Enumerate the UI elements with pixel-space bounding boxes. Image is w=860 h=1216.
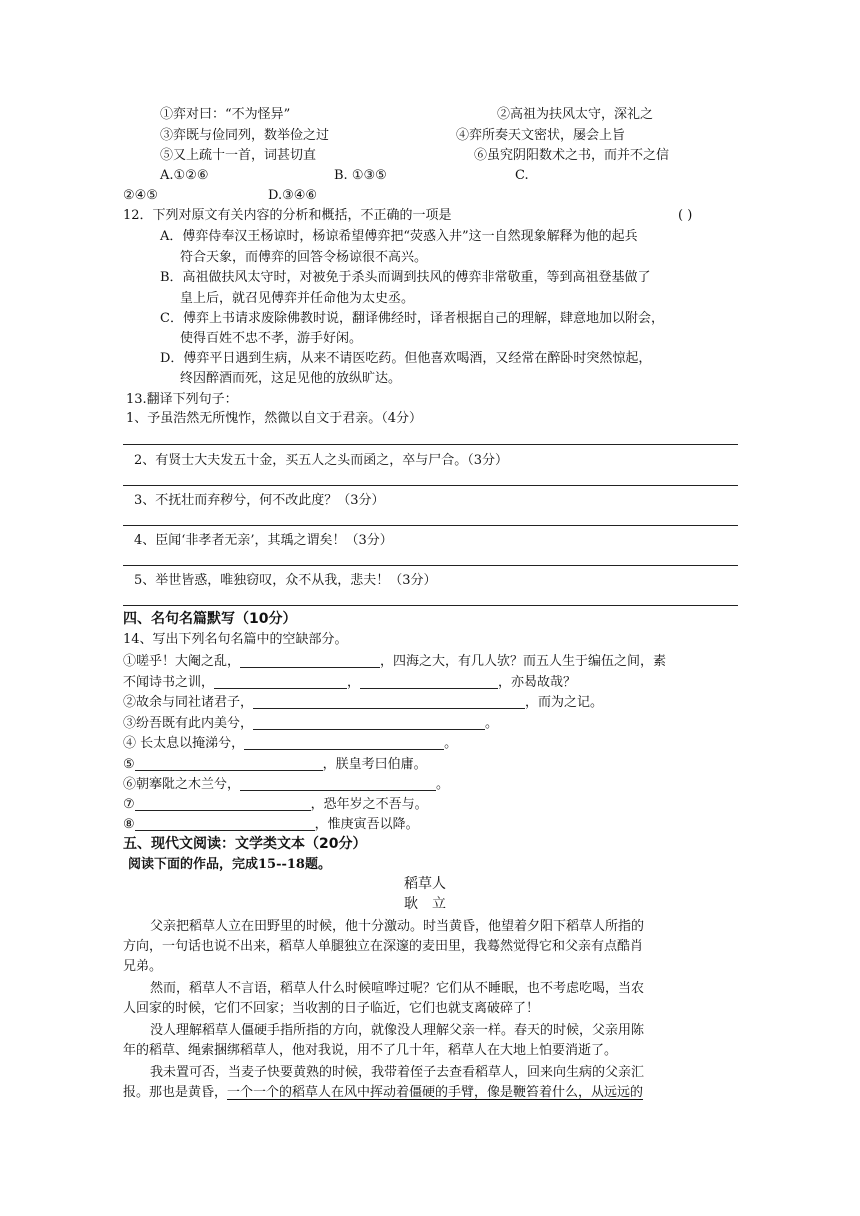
article-p3-line1: 没人理解稻草人僵硬手指所指的方向，就像没人理解父亲一样。春天的时候，父亲用陈	[150, 1023, 645, 1038]
q12-option-a-line2: 符合天象，而傅弈的回答令杨谅很不高兴。	[180, 250, 428, 265]
blank-field[interactable]	[240, 776, 436, 791]
recite-text: 。	[485, 716, 499, 731]
recite-line-4	[123, 714, 498, 733]
recite-text: 不闻诗书之训，	[123, 675, 215, 690]
recite-text: ，朕皇考曰伯庸。	[322, 757, 427, 772]
article-p2-line1: 然而，稻草人不言语，稻草人什么时候喧哗过呢？它们从不睡眠，也不考虑吃喝，当农	[150, 981, 645, 996]
blank-field[interactable]	[135, 816, 315, 831]
q13-title: 13.翻译下列句子：	[126, 392, 238, 407]
q12-stem: 12．下列对原文有关内容的分析和概括，不正确的一项是	[123, 208, 452, 223]
article-p4-line1: 我未置可否，当麦子快要黄熟的时候，我带着侄子去查看稻草人，回来向生病的父亲汇	[150, 1065, 645, 1080]
q11-choice-c: C.	[515, 168, 529, 183]
q12-option-d-line2: 终因醉酒而死，这足见他的放纵旷达。	[180, 371, 402, 386]
article-p1-line3: 兄弟。	[123, 959, 163, 974]
q14-stem: 14、写出下列名句名篇中的空缺部分。	[123, 632, 348, 647]
q11-option-4: ④弈所奏天文密状，屡会上旨	[456, 128, 626, 143]
recite-text: ②故余与同社诸君子，	[123, 695, 254, 710]
answer-line[interactable]	[123, 565, 738, 566]
recite-line-9	[123, 815, 419, 834]
q13-item-3: 3、不抚壮而弃秽兮，何不改此度？（3分）	[134, 493, 385, 508]
recite-text: ，四海之大，有几人欤？而五人生于编伍之间，素	[380, 654, 667, 669]
recite-text: 。	[436, 777, 450, 792]
q13-item-2: 2、有贤士大夫发五十金，买五人之头而函之，卒与尸合。（3分）	[134, 453, 509, 468]
blank-field[interactable]	[240, 653, 380, 668]
q12-option-d-line1: D．傅弈平日遇到生病，从来不请医吃药。但他喜欢喝酒，又经常在醉卧时突然惊起，	[160, 351, 652, 366]
recite-text: ⑧	[123, 817, 135, 832]
q11-choice-a: A.①②⑥	[160, 168, 209, 183]
answer-line[interactable]	[123, 485, 738, 486]
article-text: 报。那也是黄昏，	[123, 1085, 228, 1100]
q13-item-1: 1、予虽浩然无所愧怍，然微以自文于君亲。（4分）	[126, 411, 423, 426]
recite-line-3	[123, 693, 603, 712]
recite-line-6	[123, 755, 427, 774]
recite-text: ③纷吾既有此内美兮，	[123, 716, 254, 731]
q12-answer-paren: ( )	[678, 208, 693, 223]
recite-text: ，	[347, 675, 361, 690]
recite-line-8	[123, 795, 428, 814]
q11-option-5: ⑤又上疏十一首，词甚切直	[160, 148, 317, 163]
recite-text: ⑥朝搴阰之木兰兮，	[123, 777, 241, 792]
recite-text: ⑦	[123, 797, 135, 812]
q13-item-5: 5、举世皆惑，唯独窃叹，众不从我，悲夫！（3分）	[134, 573, 437, 588]
section-5-title: 五、现代文阅读：文学类文本（20分）	[123, 836, 367, 852]
q11-choice-d: D.③④⑥	[268, 188, 318, 203]
q12-option-b-line1: B．高祖做扶风太守时，对被免于杀头而调到扶风的傅弈非常敬重，等到高祖登基做了	[160, 270, 651, 285]
recite-text: ④ 长太息以掩涕兮，	[123, 736, 245, 751]
q12-option-c-line1: C．傅弈上书请求废除佛教时说，翻译佛经时，译者根据自己的理解，肆意地加以附会，	[160, 311, 664, 326]
reading-instruction: 阅读下面的作品，完成15--18题。	[128, 857, 331, 872]
q11-option-3: ③弈既与俭同列，数举俭之过	[160, 128, 330, 143]
recite-line-7	[123, 775, 449, 794]
recite-text: ①嗟乎！大阉之乱，	[123, 654, 241, 669]
recite-text: 。	[444, 736, 458, 751]
recite-text: ，恐年岁之不吾与。	[310, 797, 428, 812]
q12-option-b-line2: 皇上后，就召见傅弈并任命他为太史丞。	[180, 291, 415, 306]
article-p3-line2: 年的稻草、绳索捆绑稻草人，他对我说，用不了几十年，稻草人在大地上怕要消逝了。	[123, 1043, 618, 1058]
article-p4-line2	[123, 1083, 643, 1102]
recite-text: ，亦曷故哉？	[498, 675, 577, 690]
q11-choice-c-cont: ②④⑤	[123, 188, 158, 203]
blank-field[interactable]	[135, 756, 323, 771]
recite-line-5	[123, 734, 457, 753]
article-p2-line2: 人回家的时候，它们不回家；当收割的日子临近，它们也就支离破碎了！	[123, 1001, 540, 1016]
blank-field[interactable]	[214, 674, 347, 689]
recite-text: ，而为之记。	[525, 695, 604, 710]
blank-field[interactable]	[253, 715, 485, 730]
answer-line[interactable]	[123, 525, 738, 526]
blank-field[interactable]	[135, 796, 311, 811]
article-title: 稻草人	[404, 876, 446, 892]
recite-text: ，惟庚寅吾以降。	[314, 817, 419, 832]
q11-option-6: ⑥虽究阴阳数术之书，而并不之信	[474, 148, 670, 163]
q13-item-4: 4、臣闻‘非孝者无亲’，其瑀之谓矣！（3分）	[134, 533, 393, 548]
recite-text: ⑤	[123, 757, 135, 772]
q12-option-c-line2: 使得百姓不忠不孝，游手好闲。	[180, 331, 363, 346]
recite-line-2	[123, 673, 576, 692]
article-p1-line2: 方向，一句话也说不出来，稻草人单腿独立在深邃的麦田里，我蓦然觉得它和父亲有点酷肖	[123, 939, 644, 954]
answer-line[interactable]	[123, 444, 738, 445]
underlined-sentence: 一个一个的稻草人在风中挥动着僵硬的手臂，像是鞭笞着什么，从远远的	[227, 1085, 644, 1100]
q11-choice-b: B. ①③⑤	[334, 168, 387, 183]
blank-field[interactable]	[360, 674, 498, 689]
q12-option-a-line1: A．傅弈侍奉汉王杨谅时，杨谅希望傅弈把“荧惑入井”这一自然现象解释为他的起兵	[160, 229, 638, 244]
section-4-title: 四、名句名篇默写（10分）	[123, 611, 297, 627]
q11-option-2: ②高祖为扶风太守，深礼之	[497, 107, 654, 122]
answer-line[interactable]	[123, 605, 738, 606]
q11-option-1: ①弈对曰：“不为怪异”	[160, 107, 291, 122]
recite-line-1	[123, 652, 666, 671]
article-author: 耿 立	[404, 896, 446, 912]
article-p1-line1: 父亲把稻草人立在田野里的时候，他十分激动。时当黄昏，他望着夕阳下稻草人所指的	[150, 919, 645, 934]
blank-field[interactable]	[244, 735, 444, 750]
blank-field[interactable]	[253, 694, 525, 709]
